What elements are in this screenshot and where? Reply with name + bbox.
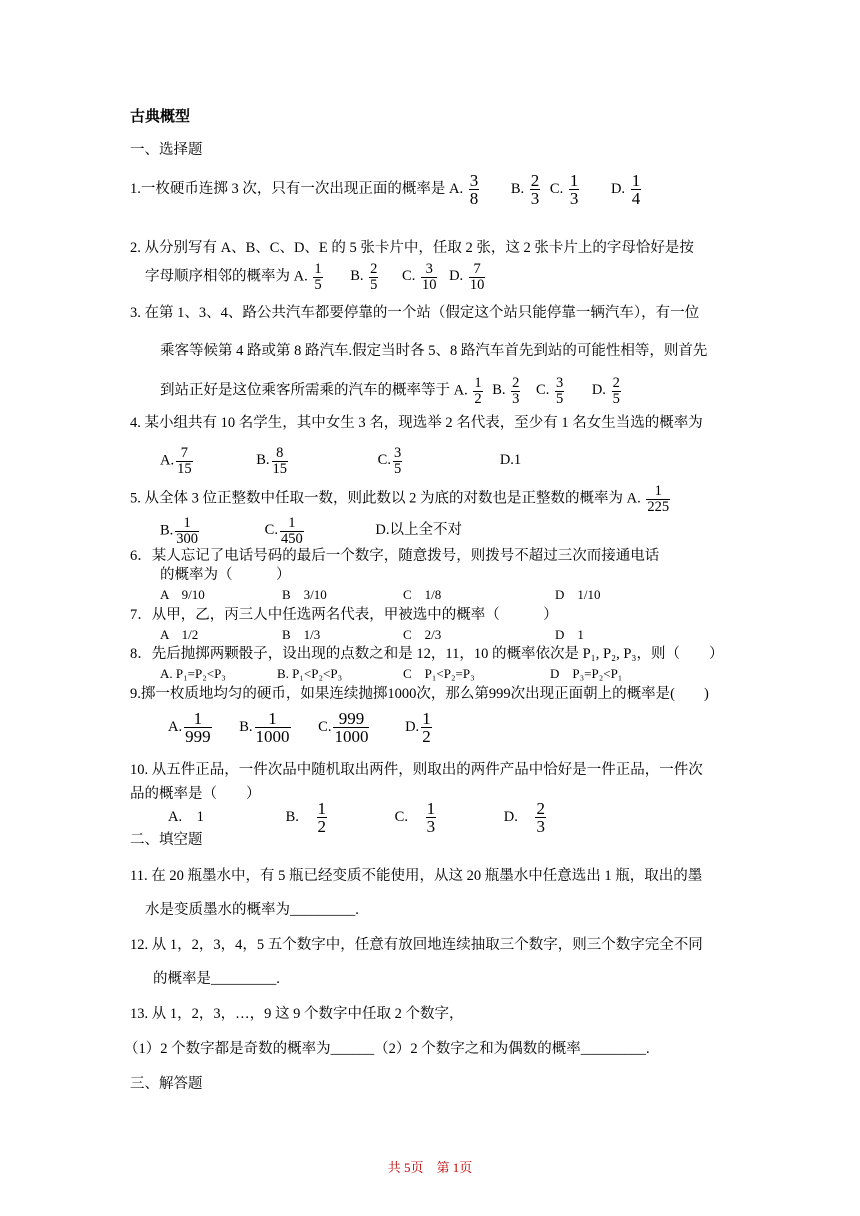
q5-option-a: $\frac{1}{225}$ <box>647 483 670 515</box>
q2-option-d: $\frac{7}{10}$ <box>469 261 485 293</box>
question-6-line-1: 6．某人忘记了电话号码的最后一个数字，随意拨号，则拨号不超过三次而接通电话 <box>130 548 660 564</box>
section-heading-1: 一、选择题 <box>130 142 203 158</box>
question-3-line-2: 乘客等候第 4 路或第 8 路汽车.假定当时各 5、8 路汽车首先到站的可能性相等，则首先 <box>160 343 708 359</box>
question-9-line-1: 9.掷一枚质地均匀的硬币，如果连续抛掷1000次，那么第999次出现正面朝上的概率是( ) <box>130 686 709 702</box>
question-10-options: A. 1 B. $\frac{1}{2}$ C. $\frac{1}{3}$ D. $\frac{2}{3}$ <box>168 799 545 836</box>
q6-option-a: A 9/10 <box>160 587 205 602</box>
q10-option-a: A. 1 <box>168 809 204 826</box>
question-13-line-1: 13. 从 1，2，3，…，9 这 9 个数字中任取 2 个数字， <box>130 1006 464 1022</box>
q10-option-b: $\frac{1}{2}$ <box>317 799 327 836</box>
q6-option-b: B 3/10 <box>282 587 327 602</box>
q7-option-c: C 2/3 <box>403 627 442 642</box>
page-title: 古典概型 <box>130 109 191 125</box>
q4-option-d: D.1 <box>499 452 522 469</box>
q3-option-d: $\frac{2}{5}$ <box>612 375 620 407</box>
question-3-line-1: 3. 在第 1、3、4、路公共汽车都要停靠的一个站（假定这个站只能停靠一辆汽车），有一位 <box>130 305 700 321</box>
question-1: 1.一枚硬币连掷 3 次，只有一次出现正面的概率是 A. $\frac{3}{8}$ B. $\frac{2}{3}$ C. $\frac{1}{3}$ D. $\frac{1}{4}$ <box>130 171 641 208</box>
question-6-line-2: 的概率为（ ） <box>160 567 291 583</box>
q8-option-d: D P₃=P₂<P₁ <box>550 666 623 681</box>
q1-option-a: $\frac{3}{8}$ <box>469 171 479 208</box>
q9-option-d: $\frac{1}{2}$ <box>422 709 431 746</box>
question-10-line-2: 品的概率是（ ） <box>130 786 261 802</box>
question-11-line-2: 水是变质墨水的概率为_________. <box>145 902 359 918</box>
question-5-options: B. $\frac{1}{300}$ C. $\frac{1}{450}$ D.以上全不对 <box>160 515 462 547</box>
question-2-line-1: 2. 从分别写有 A、B、C、D、E 的 5 张卡片中，任取 2 张，这 2 张卡片上的字母恰好是按 <box>130 240 694 256</box>
q2-option-b: $\frac{2}{5}$ <box>370 261 378 293</box>
question-8-line-1: 8．先后抛掷两颗骰子，设出现的点数之和是 12，11，10 的概率依次是 P₁, P₂, P₃，则（ ） <box>130 646 724 662</box>
q6-option-d: D 1/10 <box>555 587 601 602</box>
q1-option-d: $\frac{1}{4}$ <box>631 171 641 208</box>
q7-option-d: D 1 <box>555 627 584 642</box>
question-11-line-1: 11. 在 20 瓶墨水中，有 5 瓶已经变质不能使用，从这 20 瓶墨水中任意选出 1 瓶，取出的墨 <box>130 868 703 884</box>
question-12-line-2: 的概率是_________. <box>153 971 280 987</box>
q8-option-b: B. P₁<P₂<P₃ <box>277 666 343 681</box>
q5-option-b: $\frac{1}{300}$ <box>176 515 199 547</box>
q9-option-c: $\frac{999}{1000}$ <box>334 709 369 746</box>
question-4-options: A. $\frac{7}{15}$ B. $\frac{8}{15}$ C. $\frac{3}{5}$ D.1 <box>160 445 522 477</box>
q9-option-b: $\frac{1}{1000}$ <box>255 709 290 746</box>
q5-option-d: D.以上全不对 <box>375 522 462 539</box>
question-9-options: A. $\frac{1}{999}$ B. $\frac{1}{1000}$ C. $\frac{999}{1000}$ D. $\frac{1}{2}$ <box>168 709 431 746</box>
q10-option-d: $\frac{2}{3}$ <box>536 799 545 836</box>
q4-option-c: $\frac{3}{5}$ <box>393 445 402 477</box>
q1-option-b: $\frac{2}{3}$ <box>530 171 540 208</box>
q7-option-a: A 1/2 <box>160 627 199 642</box>
question-1-stem: 1.一枚硬币连掷 3 次，只有一次出现正面的概率是 A. <box>130 180 464 197</box>
question-4-line-1: 4. 某小组共有 10 名学生，其中女生 3 名，现选举 2 名代表，至少有 1 名女生当选的概率为 <box>130 415 703 431</box>
section-heading-2: 二、填空题 <box>130 832 203 848</box>
q3-option-b: $\frac{2}{3}$ <box>512 375 520 407</box>
q5-option-c: $\frac{1}{450}$ <box>280 515 303 547</box>
q1-option-c: $\frac{1}{3}$ <box>569 171 579 208</box>
q8-option-a: A. P₁=P₂<P₃ <box>160 666 226 681</box>
question-5-line-1: 5. 从全体 3 位正整数中任取一数，则此数以 2 为底的对数也是正整数的概率为 A. $\frac{1}{225}$ <box>130 483 670 515</box>
question-13-line-2: （1）2 个数字都是奇数的概率为______（2）2 个数字之和为偶数的概率_________. <box>124 1041 650 1057</box>
q4-option-b: $\frac{8}{15}$ <box>272 445 288 477</box>
q7-option-b: B 1/3 <box>282 627 321 642</box>
q6-option-c: C 1/8 <box>403 587 442 602</box>
question-12-line-1: 12. 从 1，2，3，4，5 五个数字中，任意有放回地连续抽取三个数字，则三个数字完全不同 <box>130 937 703 953</box>
question-2-line-2: 字母顺序相邻的概率为 A. $\frac{1}{5}$ B. $\frac{2}{5}$ C. $\frac{3}{10}$ D. $\frac{7}{10}$ <box>145 261 485 293</box>
question-3-line-3: 到站正好是这位乘客所需乘的汽车的概率等于 A. $\frac{1}{2}$ B. $\frac{2}{3}$ C. $\frac{3}{5}$ D. $\frac{2}{5}$ <box>160 375 620 407</box>
q3-option-a: $\frac{1}{2}$ <box>474 375 482 407</box>
question-7-line-1: 7．从甲，乙，丙三人中任选两名代表，甲被选中的概率（ ） <box>130 607 558 623</box>
q4-option-a: $\frac{7}{15}$ <box>177 445 192 477</box>
q3-option-c: $\frac{3}{5}$ <box>555 375 564 407</box>
q8-option-c: C P₁<P₂=P₃ <box>403 666 475 681</box>
page-footer: 共 5页 第 1页 <box>387 1160 473 1175</box>
q2-option-c: $\frac{3}{10}$ <box>421 261 437 293</box>
q9-option-a: $\frac{1}{999}$ <box>185 709 211 746</box>
q10-option-c: $\frac{1}{3}$ <box>426 799 436 836</box>
question-10-line-1: 10. 从五件正品，一件次品中随机取出两件，则取出的两件产品中恰好是一件正品，一件次 <box>130 762 703 778</box>
section-heading-3: 三、解答题 <box>130 1076 203 1092</box>
q2-option-a: $\frac{1}{5}$ <box>314 261 322 293</box>
